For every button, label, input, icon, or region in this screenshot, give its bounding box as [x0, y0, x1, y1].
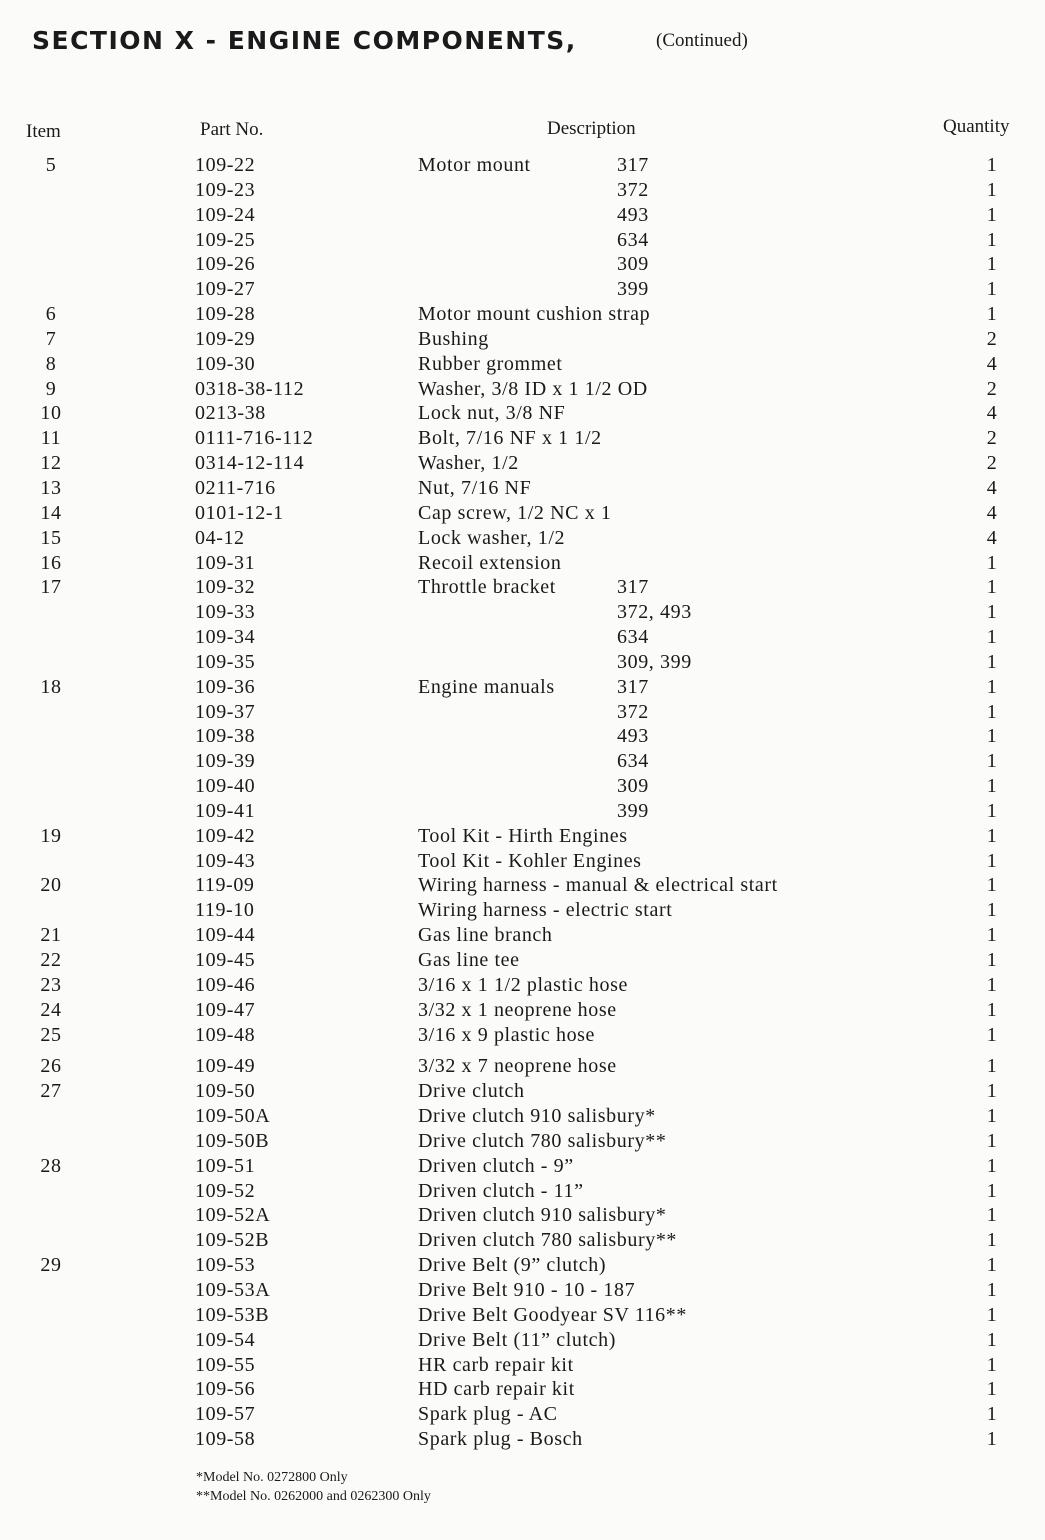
quantity: 1 — [986, 253, 998, 276]
quantity: 2 — [986, 377, 998, 400]
item-number: 22 — [40, 949, 62, 971]
item-number: 11 — [40, 427, 62, 450]
table-row — [0, 402, 1045, 427]
table-row — [0, 378, 1045, 403]
part-number: 109-24 — [195, 203, 256, 226]
section-title: SECTION X - ENGINE COMPONENTS, — [32, 26, 577, 55]
description: Drive clutch 780 salisbury** — [418, 1129, 667, 1152]
model-number: 309 — [617, 253, 649, 276]
table-row — [0, 1329, 1045, 1354]
quantity: 1 — [986, 1055, 998, 1078]
quantity: 1 — [986, 576, 998, 599]
part-number: 0111-716-112 — [195, 427, 314, 450]
part-number: 109-57 — [195, 1403, 256, 1426]
quantity: 1 — [986, 973, 998, 996]
description: Wiring harness - manual & electrical start — [418, 874, 778, 897]
item-number: 6 — [45, 303, 57, 326]
item-number: 24 — [40, 998, 62, 1021]
description: Drive Belt 910 - 10 - 187 — [418, 1278, 636, 1301]
part-number: 109-22 — [195, 154, 256, 176]
model-number: 372, 493 — [617, 601, 692, 624]
table-row — [0, 676, 1045, 701]
description: Bushing — [418, 327, 489, 350]
table-row — [0, 899, 1045, 924]
footnotes — [196, 1468, 431, 1506]
part-number: 119-09 — [195, 874, 255, 897]
item-number: 20 — [40, 874, 62, 897]
model-number: 634 — [617, 228, 649, 251]
table-row — [0, 1204, 1045, 1229]
part-number: 109-33 — [195, 601, 256, 624]
part-number: 109-46 — [195, 973, 256, 996]
quantity: 1 — [986, 1278, 998, 1301]
model-number: 493 — [617, 725, 649, 748]
item-number: 25 — [40, 1023, 62, 1046]
table-row — [0, 1024, 1045, 1049]
parts-table — [0, 154, 1045, 1453]
quantity: 4 — [986, 352, 998, 375]
quantity: 1 — [986, 899, 998, 922]
part-number: 109-42 — [195, 824, 256, 847]
table-row — [0, 1378, 1045, 1403]
table-row — [0, 874, 1045, 899]
item-number: 27 — [40, 1080, 62, 1103]
quantity: 4 — [986, 526, 998, 549]
item-number: 28 — [40, 1154, 62, 1177]
description: 3/16 x 1 1/2 plastic hose — [418, 973, 628, 996]
item-number: 13 — [40, 476, 62, 499]
quantity: 1 — [986, 824, 998, 847]
table-row — [0, 825, 1045, 850]
model-number: 399 — [617, 278, 649, 301]
table-row — [0, 1428, 1045, 1453]
item-number: 26 — [40, 1055, 62, 1078]
table-row — [0, 924, 1045, 949]
description: Gas line branch — [418, 924, 553, 947]
quantity: 1 — [986, 1129, 998, 1152]
model-number: 372 — [617, 178, 649, 201]
model-number: 399 — [617, 799, 649, 822]
part-number: 109-54 — [195, 1328, 256, 1351]
item-number: 7 — [45, 327, 57, 350]
item-number: 5 — [45, 154, 57, 176]
table-row — [0, 1304, 1045, 1329]
table-row — [0, 278, 1045, 303]
table-row — [0, 1403, 1045, 1428]
quantity: 1 — [986, 874, 998, 897]
part-number: 109-51 — [195, 1154, 256, 1177]
quantity: 1 — [986, 700, 998, 723]
quantity: 1 — [986, 1179, 998, 1202]
quantity: 1 — [986, 1154, 998, 1177]
table-row — [0, 353, 1045, 378]
quantity: 1 — [986, 1204, 998, 1227]
description: Drive clutch 910 salisbury* — [418, 1105, 656, 1128]
table-row — [0, 775, 1045, 800]
description: Engine manuals — [418, 675, 555, 698]
part-number: 109-23 — [195, 178, 256, 201]
table-row — [0, 750, 1045, 775]
quantity: 1 — [986, 203, 998, 226]
footnote: **Model No. 0262000 and 0262300 Only — [196, 1489, 431, 1504]
part-number: 109-58 — [195, 1428, 256, 1451]
part-number: 0314-12-114 — [195, 452, 305, 475]
quantity: 1 — [986, 1105, 998, 1128]
description: Driven clutch - 11” — [418, 1179, 584, 1202]
description: Cap screw, 1/2 NC x 1 — [418, 501, 612, 524]
description: Motor mount — [418, 154, 531, 176]
part-number: 119-10 — [195, 899, 255, 922]
model-number: 309 — [617, 775, 649, 798]
quantity: 1 — [986, 849, 998, 872]
footnote: *Model No. 0272800 Only — [196, 1470, 348, 1485]
description: HD carb repair kit — [418, 1378, 575, 1401]
part-number: 109-53 — [195, 1254, 256, 1277]
part-number: 0213-38 — [195, 402, 266, 425]
quantity: 1 — [986, 1023, 998, 1046]
model-number: 372 — [617, 700, 649, 723]
part-number: 109-49 — [195, 1055, 256, 1078]
table-row — [0, 303, 1045, 328]
part-number: 109-26 — [195, 253, 256, 276]
part-number: 109-37 — [195, 700, 256, 723]
quantity: 1 — [986, 178, 998, 201]
description: Rubber grommet — [418, 352, 563, 375]
item-number: 14 — [40, 501, 62, 524]
table-row — [0, 253, 1045, 278]
quantity: 1 — [986, 1378, 998, 1401]
quantity: 1 — [986, 750, 998, 773]
column-header-description: Description — [547, 118, 636, 139]
description: Spark plug - AC — [418, 1403, 558, 1426]
quantity: 1 — [986, 278, 998, 301]
table-row — [0, 725, 1045, 750]
quantity: 1 — [986, 1303, 998, 1326]
part-number: 109-39 — [195, 750, 256, 773]
table-row — [0, 154, 1045, 179]
quantity: 1 — [986, 228, 998, 251]
item-number: 19 — [40, 824, 62, 847]
description: Lock washer, 1/2 — [418, 526, 566, 549]
table-row — [0, 477, 1045, 502]
model-number: 317 — [617, 154, 649, 176]
part-number: 109-53A — [195, 1278, 271, 1301]
quantity: 4 — [986, 501, 998, 524]
part-number: 109-27 — [195, 278, 256, 301]
quantity: 1 — [986, 924, 998, 947]
description: HR carb repair kit — [418, 1353, 574, 1376]
quantity: 4 — [986, 402, 998, 425]
table-row — [0, 1279, 1045, 1304]
table-row — [0, 850, 1045, 875]
item-number: 18 — [40, 675, 62, 698]
description: 3/32 x 7 neoprene hose — [418, 1055, 617, 1078]
description: Drive Belt (9” clutch) — [418, 1254, 607, 1277]
model-number: 493 — [617, 203, 649, 226]
item-number: 12 — [40, 452, 62, 475]
part-number: 109-28 — [195, 303, 256, 326]
description: 3/32 x 1 neoprene hose — [418, 998, 617, 1021]
description: Gas line tee — [418, 949, 520, 971]
quantity: 1 — [986, 1328, 998, 1351]
quantity: 1 — [986, 1229, 998, 1252]
quantity: 1 — [986, 626, 998, 649]
item-number: 16 — [40, 551, 62, 574]
part-number: 109-52B — [195, 1229, 270, 1252]
item-number: 15 — [40, 526, 62, 549]
table-row — [0, 1130, 1045, 1155]
table-row — [0, 626, 1045, 651]
table-row — [0, 1254, 1045, 1279]
model-number: 317 — [617, 576, 649, 599]
quantity: 1 — [986, 303, 998, 326]
part-number: 109-34 — [195, 626, 256, 649]
quantity: 1 — [986, 949, 998, 971]
part-number: 0101-12-1 — [195, 501, 284, 524]
model-number: 634 — [617, 626, 649, 649]
description: Driven clutch - 9” — [418, 1154, 574, 1177]
table-row — [0, 1080, 1045, 1105]
table-row — [0, 179, 1045, 204]
quantity: 1 — [986, 601, 998, 624]
quantity: 2 — [986, 427, 998, 450]
table-row — [0, 328, 1045, 353]
table-row — [0, 949, 1045, 974]
item-number: 23 — [40, 973, 62, 996]
part-number: 04-12 — [195, 526, 245, 549]
column-header-item: Item — [26, 121, 61, 142]
description: Recoil extension — [418, 551, 562, 574]
table-row — [0, 1105, 1045, 1130]
description: Washer, 3/8 ID x 1 1/2 OD — [418, 377, 648, 400]
continued-label: (Continued) — [656, 30, 748, 51]
table-row — [0, 651, 1045, 676]
description: 3/16 x 9 plastic hose — [418, 1023, 596, 1046]
description: Spark plug - Bosch — [418, 1428, 583, 1451]
quantity: 1 — [986, 650, 998, 673]
table-row — [0, 701, 1045, 726]
part-number: 109-32 — [195, 576, 256, 599]
model-number: 634 — [617, 750, 649, 773]
item-number: 21 — [40, 924, 62, 947]
table-row — [0, 974, 1045, 999]
part-number: 0318-38-112 — [195, 377, 305, 400]
table-row — [0, 1354, 1045, 1379]
part-number: 109-50B — [195, 1129, 270, 1152]
part-number: 109-47 — [195, 998, 256, 1021]
part-number: 109-25 — [195, 228, 256, 251]
description: Lock nut, 3/8 NF — [418, 402, 566, 425]
part-number: 109-29 — [195, 327, 256, 350]
table-row — [0, 1055, 1045, 1080]
part-number: 109-48 — [195, 1023, 256, 1046]
item-number: 9 — [45, 377, 57, 400]
table-row — [0, 1180, 1045, 1205]
part-number: 0211-716 — [195, 476, 276, 499]
quantity: 1 — [986, 1353, 998, 1376]
column-header-quantity: Quantity — [943, 116, 1010, 137]
part-number: 109-31 — [195, 551, 256, 574]
part-number: 109-36 — [195, 675, 256, 698]
part-number: 109-52 — [195, 1179, 256, 1202]
description: Driven clutch 780 salisbury** — [418, 1229, 678, 1252]
quantity: 1 — [986, 154, 998, 176]
quantity: 2 — [986, 452, 998, 475]
table-row — [0, 552, 1045, 577]
item-number: 29 — [40, 1254, 62, 1277]
quantity: 4 — [986, 476, 998, 499]
part-number: 109-50 — [195, 1080, 256, 1103]
table-row — [0, 229, 1045, 254]
part-number: 109-56 — [195, 1378, 256, 1401]
description: Drive Belt (11” clutch) — [418, 1328, 616, 1351]
description: Wiring harness - electric start — [418, 899, 673, 922]
table-row — [0, 427, 1045, 452]
description: Tool Kit - Kohler Engines — [418, 849, 642, 872]
table-row — [0, 800, 1045, 825]
part-number: 109-55 — [195, 1353, 256, 1376]
table-row — [0, 204, 1045, 229]
table-row — [0, 576, 1045, 601]
item-number: 10 — [40, 402, 62, 425]
quantity: 1 — [986, 1428, 998, 1451]
part-number: 109-38 — [195, 725, 256, 748]
quantity: 1 — [986, 998, 998, 1021]
part-number: 109-45 — [195, 949, 256, 971]
item-number: 8 — [45, 352, 57, 375]
item-number: 17 — [40, 576, 62, 599]
part-number: 109-43 — [195, 849, 256, 872]
part-number: 109-35 — [195, 650, 256, 673]
quantity: 1 — [986, 675, 998, 698]
quantity: 1 — [986, 551, 998, 574]
description: Tool Kit - Hirth Engines — [418, 824, 628, 847]
quantity: 1 — [986, 799, 998, 822]
table-row — [0, 502, 1045, 527]
part-number: 109-30 — [195, 352, 256, 375]
part-number: 109-50A — [195, 1105, 271, 1128]
table-row — [0, 527, 1045, 552]
description: Motor mount cushion strap — [418, 303, 651, 326]
table-row — [0, 452, 1045, 477]
model-number: 317 — [617, 675, 649, 698]
table-row — [0, 601, 1045, 626]
table-row — [0, 999, 1045, 1024]
table-row — [0, 1229, 1045, 1254]
quantity: 1 — [986, 1403, 998, 1426]
part-number: 109-40 — [195, 775, 256, 798]
column-header-part-no: Part No. — [200, 119, 264, 140]
table-row — [0, 1155, 1045, 1180]
quantity: 1 — [986, 775, 998, 798]
part-number: 109-41 — [195, 799, 256, 822]
model-number: 309, 399 — [617, 650, 692, 673]
description: Drive Belt Goodyear SV 116** — [418, 1303, 687, 1326]
part-number: 109-44 — [195, 924, 256, 947]
description: Drive clutch — [418, 1080, 525, 1103]
description: Washer, 1/2 — [418, 452, 519, 475]
description: Bolt, 7/16 NF x 1 1/2 — [418, 427, 602, 450]
quantity: 1 — [986, 1080, 998, 1103]
description: Nut, 7/16 NF — [418, 476, 532, 499]
quantity: 1 — [986, 1254, 998, 1277]
description: Driven clutch 910 salisbury* — [418, 1204, 667, 1227]
quantity: 2 — [986, 327, 998, 350]
part-number: 109-52A — [195, 1204, 271, 1227]
description: Throttle bracket — [418, 576, 556, 599]
quantity: 1 — [986, 725, 998, 748]
part-number: 109-53B — [195, 1303, 270, 1326]
